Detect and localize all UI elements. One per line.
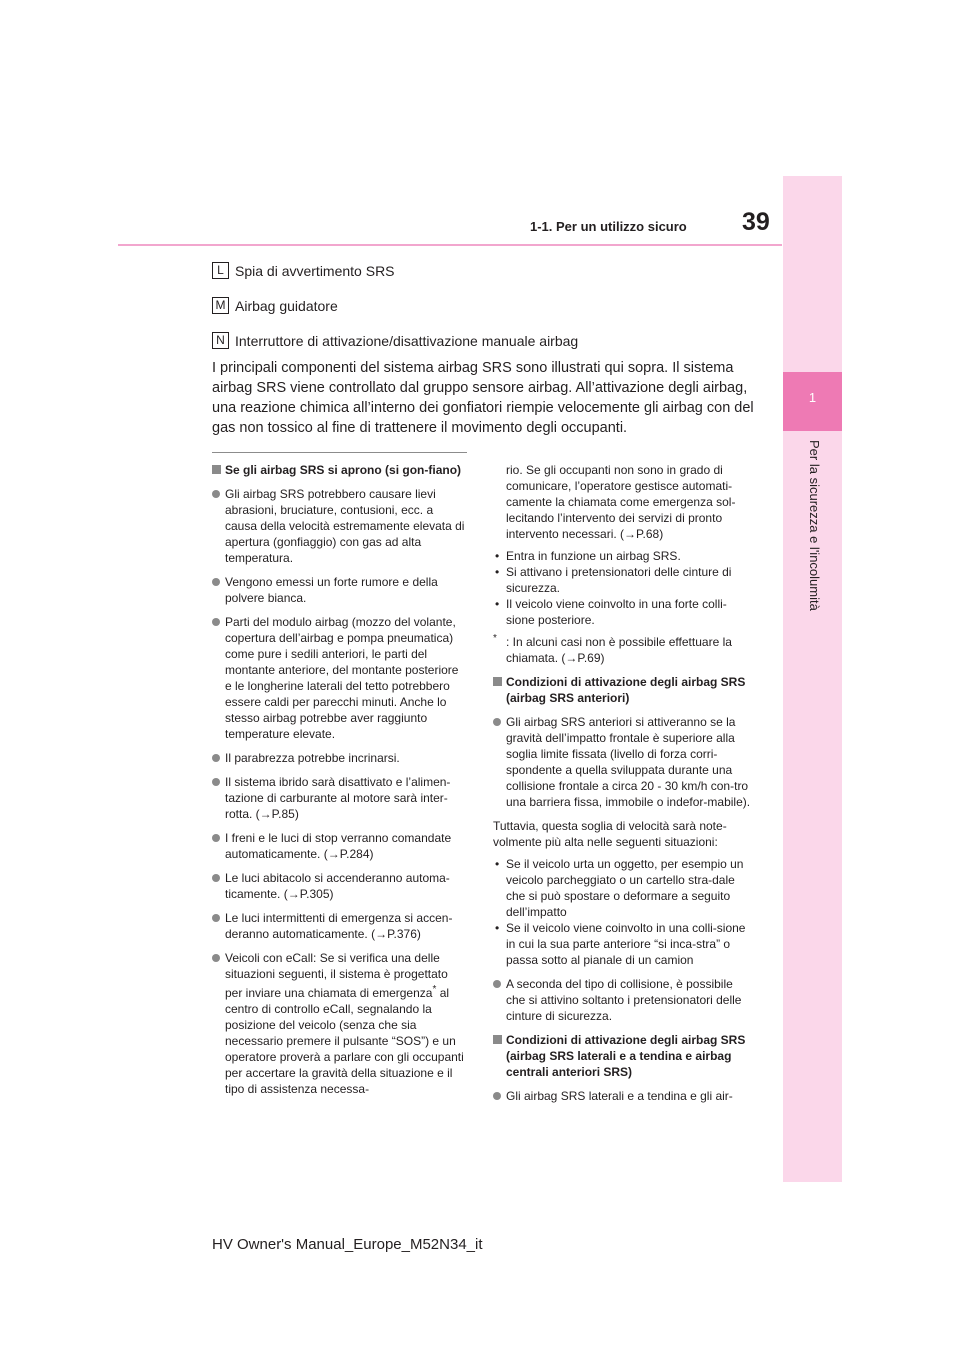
bullet-item: Gli airbag SRS potrebbero causare lievi abrasioni, bruciature, contusioni, ecc. a causa della velocità estremamente elevata di apertura (gonfiaggio) con gas ad alta temperatura.: [212, 486, 468, 566]
bullet-item: Gli airbag SRS laterali e a tendina e gli air-: [493, 1088, 753, 1104]
bullet-item: A seconda del tipo di collisione, è possibile che si attivino soltanto i pretensionatori delle cinture di sicurezza.: [493, 976, 753, 1024]
ecall-condition-item: • Il veicolo viene coinvolto in una forte colli-sione posteriore.: [493, 596, 753, 628]
header-rule: [118, 244, 782, 246]
legend-text-n: Interruttore di attivazione/disattivazione manuale airbag: [235, 332, 579, 349]
threshold-text: Tuttavia, questa soglia di velocità sarà note-volmente più alta nelle seguenti situazioni:: [493, 819, 727, 849]
heading-airbag-deploy: Se gli airbag SRS si aprono (si gon-fiano): [212, 462, 468, 478]
ecall-continuation: rio. Se gli occupanti non sono in grado di comunicare, l’operatore gestisce automati-camente la chiamata come emergenza sol-lecitando l’intervento dei servizi di pronto intervento necessari. (→P.68): [506, 463, 736, 541]
threshold-item: • Se il veicolo urta un oggetto, per esempio un veicolo parcheggiato o un cartello stra-dale che si può spostare o deformare a seguito dell’impatto: [493, 856, 753, 920]
ecall-text-start: Veicoli con eCall: Se si verifica una delle situazioni seguenti, il sistema è progettato per inviare una chiamata di emergenza: [225, 951, 448, 1000]
legend-item-l: [212, 262, 395, 279]
footer-manual-id: HV Owner's Manual_Europe_M52N34_it: [212, 1236, 483, 1253]
bullet-item: Le luci intermittenti di emergenza si accen-deranno automaticamente. (→P.376): [212, 910, 468, 942]
intro-paragraph: I principali componenti del sistema airbag SRS sono illustrati qui sopra. Il sistema airbag SRS viene controllato dal gruppo sensore airbag. All’attivazione degli airbag, una reazione chimica all’interno dei gonfiatori riempie velocemente gli airbag con del gas non tossico al fine di trattenere il movimento degli occupanti.: [212, 360, 754, 436]
legend-text-l: Spia di avvertimento SRS: [235, 262, 395, 279]
legend-text-m: Airbag guidatore: [235, 297, 338, 314]
bullet-item: Le luci abitacolo si accenderanno automa-ticamente. (→P.305): [212, 870, 468, 902]
section-divider: [212, 452, 467, 453]
legend-item-m: [212, 297, 338, 314]
bullet-item: Il parabrezza potrebbe incrinarsi.: [212, 750, 468, 766]
footnote-mark: *: [493, 633, 497, 644]
footnote-text: : In alcuni casi non è possibile effettuare la chiamata. (→P.69): [506, 635, 732, 665]
section-title: 1-1. Per un utilizzo sicuro: [530, 219, 687, 234]
ecall-footnote-mark: *: [432, 984, 437, 995]
ecall-text-end: al centro di controllo eCall, segnalando la posizione del veicolo (senza che sia necessario premere il pulsante “SOS”) e un operatore proverà a parlare con gli occupanti per accertare la gravità della situazione e il tipo di assistenza necessa-: [225, 986, 464, 1096]
bullet-item: Gli airbag SRS anteriori si attiveranno se la gravità dell’impatto frontale è superiore alla soglia limite fissata (livello di forza corri-spondente a quella sviluppata durante una collisione frontale a circa 20 - 30 km/h con-tro una barriera fissa, immobile o indefor-mabile).: [493, 714, 753, 810]
bullet-item: Il sistema ibrido sarà disattivato e l’alimen-tazione di carburante al motore sarà inter-rotta. (→P.85): [212, 774, 468, 822]
bullet-item: Parti del modulo airbag (mozzo del volante, copertura dell’airbag e pompa pneumatica) come pure i sedili anteriori, le parti del montante anteriore, del montante posteriore e le longherine laterali del tetto potrebbero essere caldi per parecchi minuti. Anche lo stesso airbag potrebbe aver raggiunto temperature elevate.: [212, 614, 468, 742]
threshold-item: • Se il veicolo viene coinvolto in una colli-sione in cui la sua parte anteriore “si inca-stra” o passa sotto al pianale di un camion: [493, 920, 753, 968]
bullet-item: Vengono emessi un forte rumore e della polvere bianca.: [212, 574, 468, 606]
ecall-condition-item: • Entra in funzione un airbag SRS.: [493, 548, 753, 564]
page-number: 39: [742, 208, 770, 236]
right-column: [493, 462, 753, 1112]
bullet-item: I freni e le luci di stop verranno comandate automaticamente. (→P.284): [212, 830, 468, 862]
chapter-number: 1: [808, 390, 817, 405]
heading-front-airbag: Condizioni di attivazione degli airbag SRS (airbag SRS anteriori): [493, 674, 753, 706]
chapter-number-tab: [783, 372, 842, 431]
left-column: [212, 462, 468, 1105]
chapter-title: Per la sicurezza e l'incolumità: [807, 440, 822, 611]
legend-key-n: N: [212, 332, 229, 349]
footnote: [493, 634, 753, 666]
ecall-condition-item: • Si attivano i pretensionatori delle cinture di sicurezza.: [493, 564, 753, 596]
legend-key-l: L: [212, 262, 229, 279]
chapter-side-tab: [783, 176, 842, 1182]
legend-key-m: M: [212, 297, 229, 314]
bullet-ecall: [212, 950, 468, 1097]
heading-side-airbag: Condizioni di attivazione degli airbag SRS (airbag SRS laterali e a tendina e airbag centrali anteriori SRS): [493, 1032, 753, 1080]
legend-item-n: [212, 332, 578, 349]
